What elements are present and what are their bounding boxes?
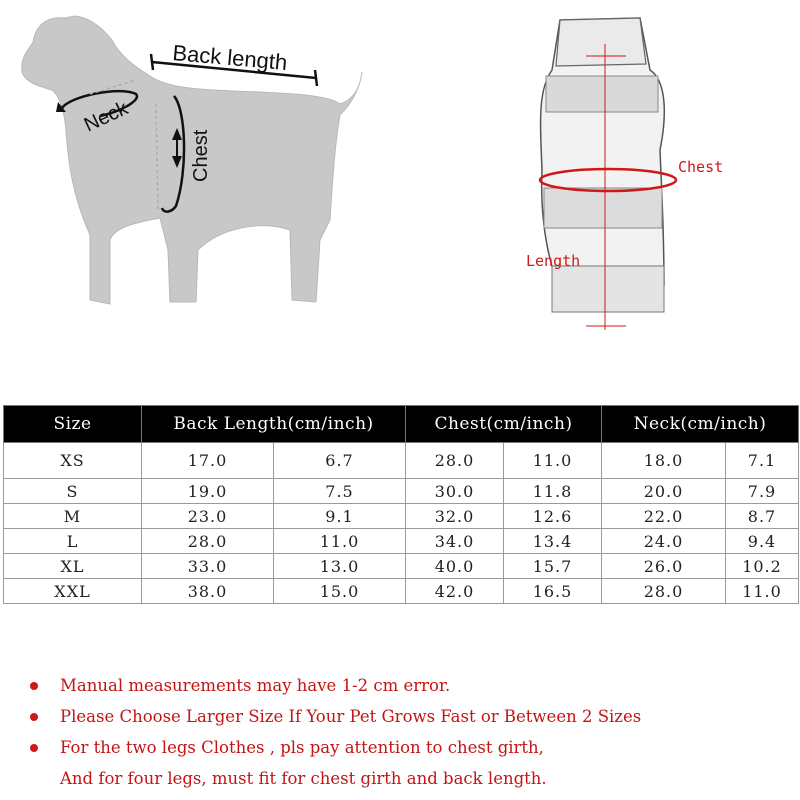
cell-size: XL bbox=[4, 554, 142, 579]
cell-size: XS bbox=[4, 443, 142, 479]
sweater-pattern-band-1 bbox=[546, 76, 658, 112]
cell-size: S bbox=[4, 479, 142, 504]
cell-back-cm: 38.0 bbox=[142, 579, 274, 604]
sweater-hem bbox=[552, 266, 664, 312]
cell-neck-cm: 24.0 bbox=[602, 529, 726, 554]
cell-chest-cm: 42.0 bbox=[406, 579, 504, 604]
dog-diagram bbox=[22, 16, 362, 304]
header-neck: Neck(cm/inch) bbox=[602, 406, 799, 443]
cell-size: L bbox=[4, 529, 142, 554]
header-back-length: Back Length(cm/inch) bbox=[142, 406, 406, 443]
cell-back-cm: 28.0 bbox=[142, 529, 274, 554]
sweater-diagram bbox=[526, 18, 723, 330]
notes-list bbox=[30, 673, 790, 797]
sweater-length-label: Length bbox=[526, 252, 581, 270]
table-row bbox=[4, 529, 799, 554]
neck-label: Neck bbox=[80, 97, 132, 137]
bullet-icon bbox=[30, 744, 38, 752]
cell-neck-inch: 10.2 bbox=[726, 554, 799, 579]
cell-neck-cm: 18.0 bbox=[602, 443, 726, 479]
note-item bbox=[30, 704, 790, 735]
sweater-collar bbox=[556, 18, 646, 66]
note-text: Please Choose Larger Size If Your Pet Grows Fast or Between 2 Sizes bbox=[60, 707, 642, 726]
cell-chest-cm: 40.0 bbox=[406, 554, 504, 579]
cell-neck-cm: 22.0 bbox=[602, 504, 726, 529]
table-row bbox=[4, 479, 799, 504]
note-item bbox=[30, 735, 790, 766]
note-text: Manual measurements may have 1-2 cm error. bbox=[60, 676, 451, 695]
chest-label: Chest bbox=[190, 129, 212, 182]
cell-back-cm: 17.0 bbox=[142, 443, 274, 479]
cell-neck-cm: 28.0 bbox=[602, 579, 726, 604]
cell-chest-inch: 16.5 bbox=[504, 579, 602, 604]
note-item-continuation bbox=[30, 766, 790, 797]
cell-chest-cm: 34.0 bbox=[406, 529, 504, 554]
cell-chest-cm: 28.0 bbox=[406, 443, 504, 479]
measurement-diagrams bbox=[0, 0, 800, 380]
back-length-cap-left bbox=[151, 54, 153, 70]
cell-back-cm: 19.0 bbox=[142, 479, 274, 504]
cell-back-cm: 33.0 bbox=[142, 554, 274, 579]
cell-back-inch: 11.0 bbox=[274, 529, 406, 554]
cell-chest-cm: 30.0 bbox=[406, 479, 504, 504]
table-row bbox=[4, 554, 799, 579]
cell-neck-inch: 7.9 bbox=[726, 479, 799, 504]
cell-size: M bbox=[4, 504, 142, 529]
header-size: Size bbox=[4, 406, 142, 443]
cell-back-inch: 13.0 bbox=[274, 554, 406, 579]
cell-back-inch: 9.1 bbox=[274, 504, 406, 529]
cell-neck-cm: 20.0 bbox=[602, 479, 726, 504]
sweater-pattern-band-2 bbox=[544, 188, 662, 228]
cell-neck-inch: 7.1 bbox=[726, 443, 799, 479]
cell-size: XXL bbox=[4, 579, 142, 604]
sweater-chest-label: Chest bbox=[678, 158, 724, 176]
bullet-icon bbox=[30, 713, 38, 721]
back-length-cap-right bbox=[315, 70, 317, 86]
cell-back-inch: 7.5 bbox=[274, 479, 406, 504]
table-row bbox=[4, 443, 799, 479]
cell-chest-inch: 11.0 bbox=[504, 443, 602, 479]
cell-chest-inch: 11.8 bbox=[504, 479, 602, 504]
size-table bbox=[3, 405, 799, 604]
cell-chest-inch: 13.4 bbox=[504, 529, 602, 554]
size-table-container bbox=[3, 405, 798, 604]
note-text: And for four legs, must fit for chest girth and back length. bbox=[60, 769, 547, 788]
cell-back-inch: 6.7 bbox=[274, 443, 406, 479]
cell-neck-inch: 8.7 bbox=[726, 504, 799, 529]
table-body bbox=[4, 443, 799, 604]
cell-chest-inch: 15.7 bbox=[504, 554, 602, 579]
bullet-icon bbox=[30, 682, 38, 690]
header-chest: Chest(cm/inch) bbox=[406, 406, 602, 443]
table-header-row bbox=[4, 406, 799, 443]
cell-back-cm: 23.0 bbox=[142, 504, 274, 529]
note-item bbox=[30, 673, 790, 704]
table-row bbox=[4, 579, 799, 604]
back-length-label: Back length bbox=[171, 40, 289, 76]
table-row bbox=[4, 504, 799, 529]
cell-chest-inch: 12.6 bbox=[504, 504, 602, 529]
cell-neck-inch: 11.0 bbox=[726, 579, 799, 604]
note-text: For the two legs Clothes , pls pay attention to chest girth, bbox=[60, 738, 544, 757]
cell-back-inch: 15.0 bbox=[274, 579, 406, 604]
cell-neck-inch: 9.4 bbox=[726, 529, 799, 554]
cell-chest-cm: 32.0 bbox=[406, 504, 504, 529]
cell-neck-cm: 26.0 bbox=[602, 554, 726, 579]
